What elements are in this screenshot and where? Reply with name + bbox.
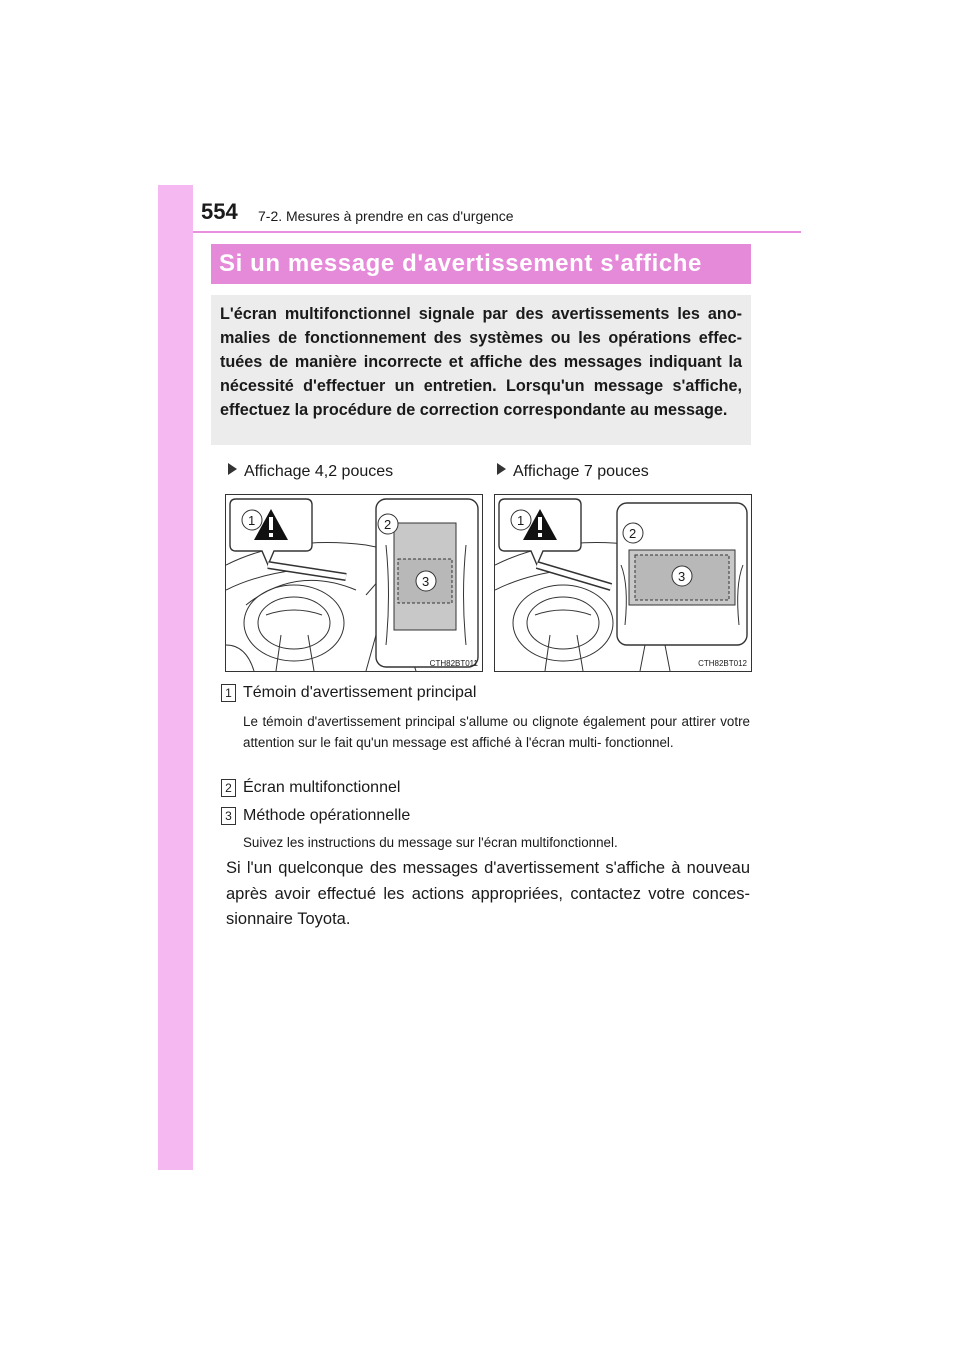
closing-paragraph: Si l'un quelconque des messages d'avertissement s'affiche à nouveau après avoir effectué les actions appropriées, contactez votre conces- sionnaire Toyota. [226,859,750,928]
item-description-3: Suivez les instructions du message sur l'écran multifonctionnel. [243,835,618,850]
intro-paragraph: L'écran multifonctionnel signale par des avertissements les ano- malies de fonctionnement des systèmes ou les opérations effec- tuées de manière incorrecte et affiche des messages indiquant la nécessité d'effectuer un entretien. Lorsqu'un message s'affiche, effectuez la procédure de correction correspondante au message. [211,295,751,445]
item-title-2: Écran multifonctionnel [243,779,401,796]
triangle-bullet-icon [497,463,506,475]
header-divider [193,231,801,233]
dashboard-illustration [495,495,751,671]
figure-code: CTH82BT012 [698,659,747,668]
section-title: Si un message d'avertissement s'affiche [211,244,751,284]
item-title-3: Méthode opérationnelle [243,807,411,824]
figure-dashboard-7 [494,494,752,672]
callout-2-label: 2 [384,517,392,532]
item-number-2: 2 [221,779,236,797]
figure-code: CTH82BT011 [429,659,478,668]
page-number: 554 [201,199,238,224]
item-description-1: Le témoin d'avertissement principal s'allume ou clignote également pour attirer votre attention sur le fait qu'un message est affiché à l'écran multi- fonctionnel. [243,714,750,750]
callout-2-label: 2 [629,526,637,541]
figure-dashboard-4-2 [225,494,483,672]
figure-label-7: Affichage 7 pouces [497,463,649,481]
item-number-3: 3 [221,807,236,825]
callout-1-label: 1 [248,513,256,528]
breadcrumb: 7-2. Mesures à prendre en cas d'urgence [258,208,514,224]
dashboard-illustration [226,495,482,671]
callout-1-label: 1 [517,513,525,528]
figure-label-4-2: Affichage 4,2 pouces [228,463,393,481]
callout-3-label: 3 [678,569,686,584]
item-number-1: 1 [221,684,236,702]
item-title-1: Témoin d'avertissement principal [243,684,477,701]
side-tab [158,185,193,1170]
callout-3-label: 3 [422,574,430,589]
triangle-bullet-icon [228,463,237,475]
